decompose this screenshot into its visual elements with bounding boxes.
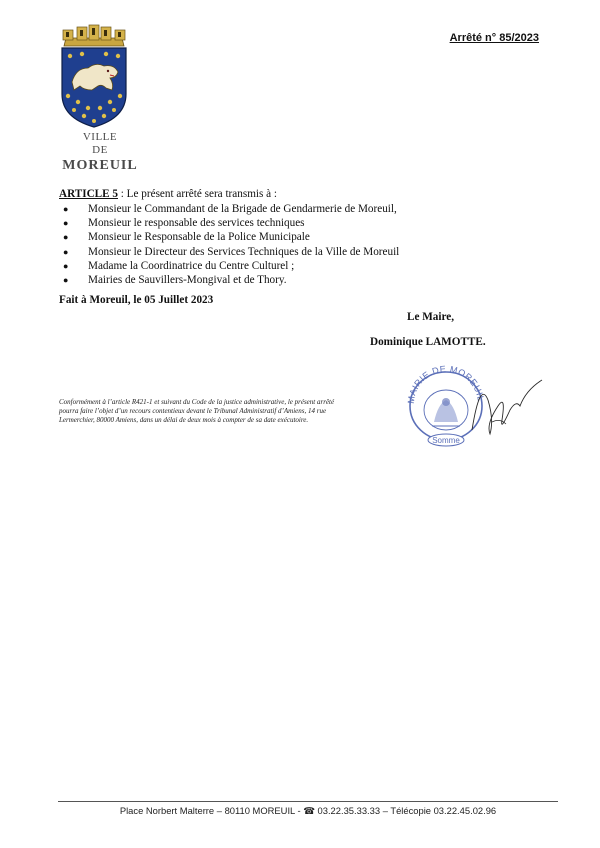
list-item <box>59 216 399 230</box>
town-line-moreuil: MOREUIL <box>62 158 138 173</box>
list-item <box>59 230 399 244</box>
recipient-text: Monsieur le Directeur des Services Techniques de la Ville de Moreuil <box>88 245 400 258</box>
recipient-list <box>59 202 399 287</box>
article-heading <box>59 188 277 200</box>
town-line-de: DE <box>92 144 108 156</box>
official-stamp-and-signature <box>402 360 552 460</box>
article-label: ARTICLE 5 <box>59 188 118 200</box>
bullet-icon: ● <box>63 218 69 229</box>
list-item <box>59 202 399 216</box>
mairie-stamp <box>406 364 486 446</box>
legal-notice: Conformément à l’article R421-1 et suivant du Code de la justice administrative, le présent arrêté pourra faire l’objet d’un recours contentieux devant le Tribunal Administratif d’Amiens, 14 rue Lermerchier, 80000 Amiens, dans un délai de deux mois à compter de sa date exécutoire. <box>59 398 335 424</box>
mural-crown <box>63 25 125 46</box>
footer-divider <box>58 801 558 802</box>
town-name <box>58 131 142 172</box>
bullet-icon: ● <box>63 275 69 286</box>
list-item <box>59 259 399 273</box>
svg-text:MAIRIE DE MOREUIL: MAIRIE DE MOREUIL <box>405 363 486 405</box>
coat-of-arms-logo <box>58 24 130 129</box>
footer-address: Place Norbert Malterre – 80110 MOREUIL - ☎ 03.22.35.33.33 – Télécopie 03.22.45.02.96 <box>119 805 497 816</box>
recipient-text: Monsieur le Commandant de la Brigade de Gendarmerie de Moreuil, <box>88 203 397 215</box>
recipient-text: Madame la Coordinatrice du Centre Culturel ; <box>88 259 295 272</box>
bullet-icon: ● <box>63 232 69 243</box>
recipient-text: Monsieur le Responsable de la Police Municipale <box>88 231 310 244</box>
recipient-text: Mairies de Sauvillers-Mongival et de Thory. <box>88 274 287 287</box>
bullet-icon: ● <box>63 260 69 271</box>
bullet-icon: ● <box>63 246 69 257</box>
list-item <box>59 245 399 259</box>
svg-text:Somme: Somme <box>432 436 460 445</box>
signatory-title: Le Maire, <box>407 311 455 323</box>
decree-reference: Arrêté n° 85/2023 <box>449 32 539 44</box>
list-item <box>59 273 399 287</box>
article-intro: : Le présent arrêté sera transmis à : <box>117 188 278 200</box>
signatory-name: Dominique LAMOTTE. <box>370 336 486 348</box>
place-and-date: Fait à Moreuil, le 05 Juillet 2023 <box>59 294 214 306</box>
recipient-text: Monsieur le responsable des services techniques <box>88 217 305 230</box>
bullet-icon: ● <box>63 204 69 214</box>
town-line-ville: VILLE <box>82 131 118 143</box>
